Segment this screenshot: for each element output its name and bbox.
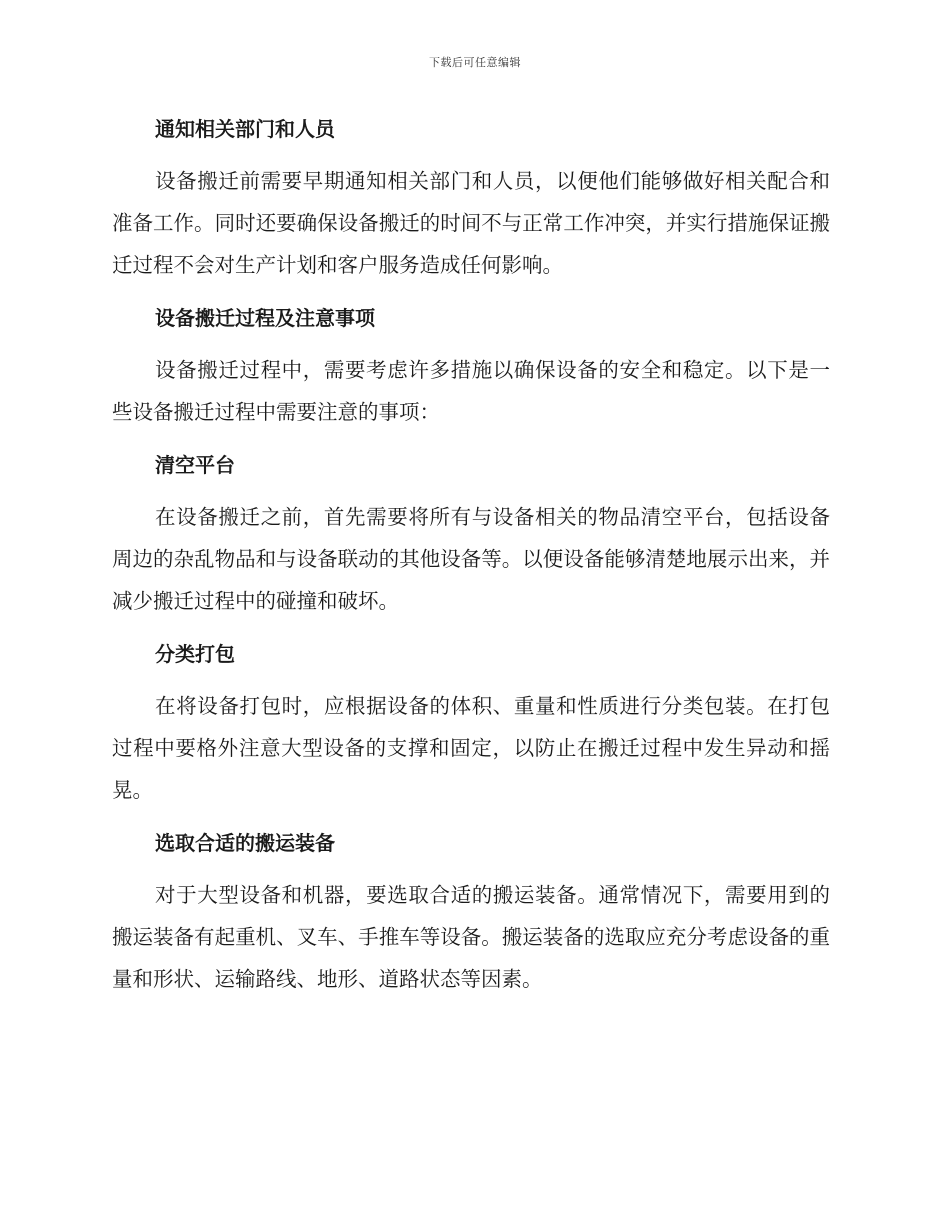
- section-paragraph: 设备搬迁前需要早期通知相关部门和人员，以便他们能够做好相关配合和准备工作。同时还要确保设备搬迁的时间不与正常工作冲突，并实行措施保证搬迁过程不会对生产计划和客户服务造成任何影响。: [112, 169, 830, 277]
- section-process: [112, 297, 830, 433]
- section-equipment: [112, 822, 830, 1000]
- section-heading: 设备搬迁过程及注意事项: [155, 306, 375, 330]
- section-heading: 清空平台: [155, 453, 235, 477]
- section-paragraph: 在设备搬迁之前，首先需要将所有与设备相关的物品清空平台，包括设备周边的杂乱物品和与设备联动的其他设备等。以便设备能够清楚地展示出来，并减少搬迁过程中的碰撞和破坏。: [112, 505, 830, 613]
- document-body: [112, 108, 830, 1000]
- page-header-note: 下载后可任意编辑: [429, 56, 521, 69]
- section-clear-platform: [112, 444, 830, 622]
- section-packing: [112, 633, 830, 811]
- section-heading: 通知相关部门和人员: [155, 117, 335, 141]
- section-heading: 分类打包: [155, 642, 235, 666]
- section-paragraph: 对于大型设备和机器，要选取合适的搬运装备。通常情况下，需要用到的搬运装备有起重机、叉车、手推车等设备。搬运装备的选取应充分考虑设备的重量和形状、运输路线、地形、道路状态等因素。: [112, 883, 830, 991]
- section-paragraph: 设备搬迁过程中，需要考虑许多措施以确保设备的安全和稳定。以下是一些设备搬迁过程中需要注意的事项：: [112, 358, 830, 424]
- section-paragraph: 在将设备打包时，应根据设备的体积、重量和性质进行分类包装。在打包过程中要格外注意大型设备的支撑和固定，以防止在搬迁过程中发生异动和摇晃。: [112, 694, 830, 802]
- section-heading: 选取合适的搬运装备: [155, 831, 335, 855]
- section-notify: [112, 108, 830, 286]
